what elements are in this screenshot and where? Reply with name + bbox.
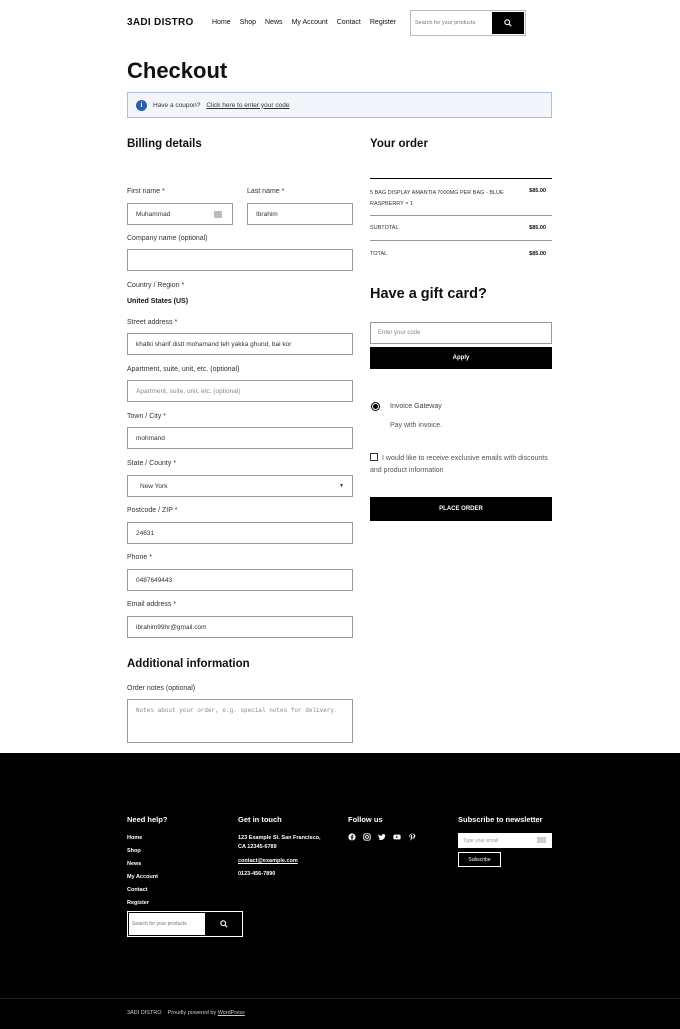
apartment-placeholder: Apartment, suite, unit, etc. (optional) [136,387,241,395]
required-mark: * [163,413,166,420]
footer-link-shop[interactable]: Shop [127,848,141,854]
nav-item-my-account[interactable]: My Account [291,19,328,26]
required-mark: * [162,188,165,195]
payment-radio[interactable] [371,402,380,411]
twitter-icon[interactable] [378,833,386,841]
gift-code-placeholder: Enter your code [378,330,421,336]
last-name-label-text: Last name [247,188,280,195]
street-field[interactable] [127,333,353,355]
phone-label [127,554,152,561]
postcode-label [127,507,177,514]
footer-powered [168,1010,245,1016]
phone-field[interactable] [127,569,353,591]
nav-item-contact[interactable]: Contact [336,19,361,26]
order-table [370,178,552,266]
city-value: mohmand [136,434,165,442]
footer-phone: 0123-456-7890 [238,871,276,877]
order-item-row [370,179,552,216]
email-value: ibrahim99hr@gmail.com [136,623,207,631]
postcode-field[interactable] [127,522,353,544]
required-mark: * [281,188,285,195]
apartment-label: Apartment, suite, unit, etc. (optional) [127,366,240,373]
gift-heading: Have a gift card? [370,286,487,302]
newsletter-placeholder: Type your email [463,837,499,844]
email-label-text: Email address [127,601,172,608]
autofill-icon[interactable] [214,211,222,218]
subtotal-label: SUBTOTAL [370,225,399,231]
footer-follow-heading: Follow us [348,815,383,824]
order-item [370,188,510,215]
phone-label-text: Phone [127,554,148,561]
youtube-icon[interactable] [393,833,401,841]
payment-method-label[interactable]: Invoice Gateway [390,403,442,410]
coupon-link[interactable]: Click here to enter your code [206,101,290,109]
last-name-value: Ibrahim [256,210,278,218]
search-icon [504,19,512,27]
nav-item-news[interactable]: News [265,19,283,26]
first-name-label-text: First name [127,188,161,195]
email-label [127,601,176,608]
order-item-qty: × 1 [405,201,414,207]
country-label [127,282,184,289]
footer-site-name: 3ADI DISTRO [127,1010,162,1016]
page-title: Checkout [127,58,228,83]
state-value: New York [140,482,168,490]
notes-placeholder: Notes about your order, e.g. special notes for delivery. [136,707,338,714]
header-search-input[interactable] [411,11,491,35]
street-value: khatki sharif distt mohamand teh yakka ghund, bai kor [136,340,292,348]
autofill-icon[interactable] [537,837,546,843]
state-label [127,460,176,467]
postcode-value: 24631 [136,529,155,537]
street-label [127,319,177,326]
required-mark: * [149,554,152,561]
instagram-icon[interactable] [363,833,371,841]
city-label-text: Town / City [127,413,162,420]
city-label [127,413,166,420]
social-links [348,833,416,841]
required-mark: * [174,507,178,514]
footer-link-news[interactable]: News [127,861,142,867]
footer-search [127,911,243,937]
total-row [370,241,552,266]
coupon-text: Have a coupon? [153,101,201,109]
phone-value: 0487649443 [136,576,173,584]
footer-link-contact[interactable]: Contact [127,887,148,893]
footer-touch-heading: Get in touch [238,815,282,824]
footer-link-my-account[interactable]: My Account [127,874,158,880]
last-name-field[interactable] [247,203,353,225]
search-icon [220,920,228,928]
gift-code-input[interactable] [370,322,552,344]
radio-dot [373,404,378,409]
street-label-text: Street address [127,319,173,326]
header-search [410,10,526,36]
billing-heading: Billing details [127,138,202,150]
newsletter-optin-label[interactable]: I would like to receive exclusive emails with discounts and product information [370,455,548,474]
footer-divider [0,998,680,999]
footer-help-links [127,835,158,906]
state-label-text: State / County [127,460,172,467]
first-name-field[interactable] [127,203,233,225]
newsletter-email-input[interactable] [458,833,552,848]
postcode-label-text: Postcode / ZIP [127,507,173,514]
email-field[interactable] [127,616,353,638]
payment-description: Pay with invoice. [390,422,443,429]
first-name-value: Muhammad [136,210,171,218]
required-mark: * [173,601,177,608]
last-name-label [247,188,284,195]
info-icon: i [136,100,147,111]
footer-search-button[interactable] [206,912,242,936]
footer-link-home[interactable]: Home [127,835,143,841]
total-label: TOTAL [370,250,388,257]
nav-item-shop[interactable]: Shop [239,19,257,26]
place-order-button[interactable]: PLACE ORDER [370,497,552,521]
notes-label: Order notes (optional) [127,685,196,692]
required-mark: * [174,319,178,326]
footer-credits [127,1010,245,1016]
country-label-text: Country / Region [127,282,180,289]
order-heading: Your order [370,138,428,150]
company-label: Company name (optional) [127,235,208,242]
city-field[interactable] [127,427,353,449]
nav-item-register[interactable]: Register [369,19,396,26]
footer-powered-text: Proudly powered by [167,1010,217,1016]
nav-item-home[interactable]: Home [212,19,231,26]
header-search-button[interactable] [492,12,524,34]
site-footer [0,753,680,1029]
footer-search-input[interactable] [129,913,205,935]
subtotal-value: $85.00 [529,225,546,231]
footer-link-register[interactable]: Register [127,900,150,906]
required-mark: * [173,460,177,467]
order-item-name: 5 BAG DISPLAY AMANTIA 7000MG PER BAG - BLUE RASPBERRY [370,190,504,207]
site-logo[interactable]: 3ADI DISTRO [127,17,194,28]
subscribe-button[interactable]: Subscribe [458,852,501,867]
footer-subscribe-heading: Subscribe to newsletter [458,815,543,824]
order-item-price: $85.00 [529,188,546,194]
country-value: United States (US) [127,298,189,305]
footer-help-heading: Need help? [127,815,168,824]
subtotal-row [370,216,552,241]
additional-heading: Additional information [127,658,250,670]
facebook-icon[interactable] [348,833,356,841]
company-field[interactable] [127,249,353,271]
apply-button[interactable]: Apply [370,347,552,369]
wordpress-link[interactable]: WordPress [217,1010,245,1016]
coupon-notice [127,92,552,118]
footer-email[interactable]: contact@example.com [238,858,298,864]
apartment-field[interactable] [127,380,353,402]
order-notes-textarea[interactable] [127,699,353,743]
pinterest-icon[interactable] [408,833,416,841]
main-nav [212,19,396,26]
total-value: $85.00 [529,250,546,257]
required-mark: * [181,282,185,289]
caret-down-icon: ▼ [339,483,344,489]
state-select[interactable] [127,475,353,497]
first-name-label [127,188,165,195]
footer-address: 123 Example St. San Francisco, CA 12345-6789 [238,835,321,850]
